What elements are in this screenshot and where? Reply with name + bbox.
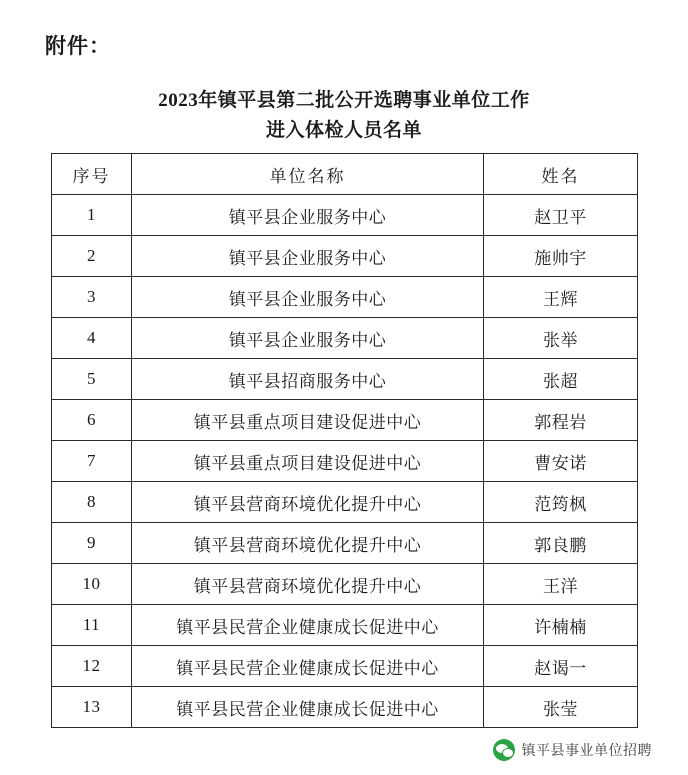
cell-index: 11 [52, 605, 132, 646]
cell-index: 8 [52, 482, 132, 523]
table-row [52, 564, 638, 605]
cell-index: 4 [52, 318, 132, 359]
table-row [52, 441, 638, 482]
cell-index: 3 [52, 277, 132, 318]
table-row [52, 318, 638, 359]
footer-brand-label: 镇平县事业单位招聘 [521, 742, 652, 758]
cell-name: 王洋 [484, 564, 638, 605]
cell-index: 9 [52, 523, 132, 564]
column-header-index: 序号 [52, 154, 132, 195]
cell-name: 郭程岩 [484, 400, 638, 441]
cell-unit: 镇平县企业服务中心 [132, 318, 484, 359]
page-title [0, 86, 688, 146]
cell-index: 12 [52, 646, 132, 687]
cell-index: 7 [52, 441, 132, 482]
cell-name: 张莹 [484, 687, 638, 728]
table-header-row [52, 154, 638, 195]
table-row [52, 236, 638, 277]
table-row [52, 605, 638, 646]
page-title-line-2: 进入体检人员名单 [265, 120, 422, 141]
cell-name: 曹安诺 [484, 441, 638, 482]
cell-unit: 镇平县重点项目建设促进中心 [132, 441, 484, 482]
cell-index: 5 [52, 359, 132, 400]
table-row [52, 482, 638, 523]
table-row [52, 195, 638, 236]
cell-index: 2 [52, 236, 132, 277]
cell-name: 范筠枫 [484, 482, 638, 523]
table-row [52, 400, 638, 441]
cell-unit: 镇平县招商服务中心 [132, 359, 484, 400]
attachment-label: 附件： [45, 34, 111, 58]
cell-name: 许楠楠 [484, 605, 638, 646]
table-row [52, 646, 638, 687]
cell-name: 施帅宇 [484, 236, 638, 277]
cell-name: 张举 [484, 318, 638, 359]
table-row [52, 523, 638, 564]
cell-name: 郭良鹏 [484, 523, 638, 564]
footer-brand [493, 739, 653, 761]
column-header-unit: 单位名称 [132, 154, 484, 195]
cell-unit: 镇平县企业服务中心 [132, 236, 484, 277]
cell-unit: 镇平县民营企业健康成长促进中心 [132, 646, 484, 687]
cell-index: 13 [52, 687, 132, 728]
cell-unit: 镇平县营商环境优化提升中心 [132, 482, 484, 523]
cell-name: 赵谒一 [484, 646, 638, 687]
cell-unit: 镇平县民营企业健康成长促进中心 [132, 605, 484, 646]
cell-index: 1 [52, 195, 132, 236]
cell-unit: 镇平县营商环境优化提升中心 [132, 523, 484, 564]
roster-table [51, 153, 638, 728]
table-row [52, 277, 638, 318]
table-body [52, 195, 638, 728]
cell-index: 10 [52, 564, 132, 605]
wechat-icon [493, 739, 515, 761]
cell-unit: 镇平县重点项目建设促进中心 [132, 400, 484, 441]
cell-name: 赵卫平 [484, 195, 638, 236]
table-row [52, 359, 638, 400]
cell-unit: 镇平县企业服务中心 [132, 277, 484, 318]
cell-name: 王辉 [484, 277, 638, 318]
page-title-line-1: 2023年镇平县第二批公开选聘事业单位工作 [158, 90, 530, 111]
cell-unit: 镇平县民营企业健康成长促进中心 [132, 687, 484, 728]
table-header [52, 154, 638, 195]
column-header-name: 姓名 [484, 154, 638, 195]
cell-unit: 镇平县企业服务中心 [132, 195, 484, 236]
table-row [52, 687, 638, 728]
cell-name: 张超 [484, 359, 638, 400]
cell-index: 6 [52, 400, 132, 441]
cell-unit: 镇平县营商环境优化提升中心 [132, 564, 484, 605]
